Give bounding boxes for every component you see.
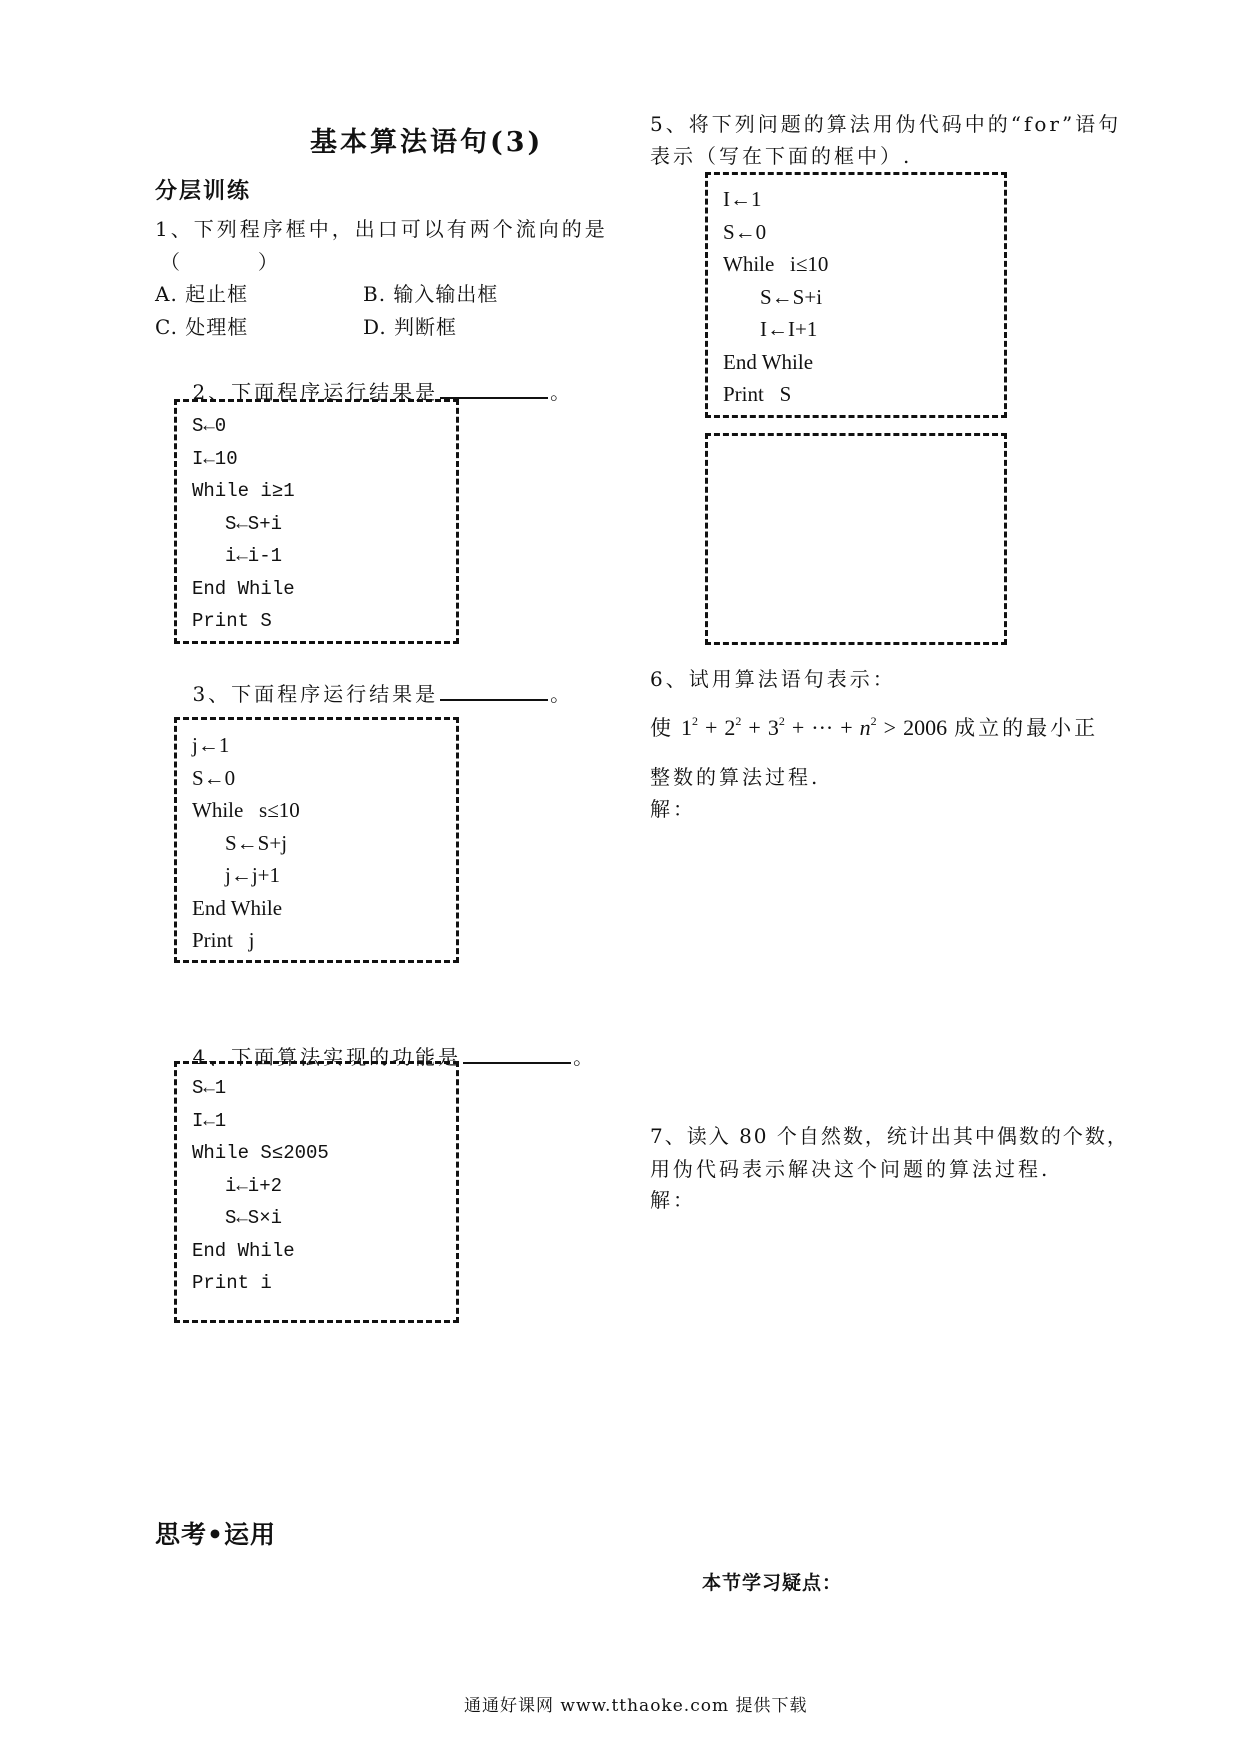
math-plus: + — [748, 715, 761, 740]
code-line: I←1 — [723, 187, 762, 211]
math-rhs: 2006 — [903, 715, 948, 740]
q6-expression-line — [650, 713, 1098, 743]
q7-answer-label: 解： — [650, 1188, 696, 1212]
math-base: 1 — [681, 715, 692, 740]
q4-end-mark: 。 — [573, 1045, 597, 1069]
math-base: 2 — [724, 715, 736, 740]
code-line: j←1 — [192, 733, 230, 757]
q5-stem-line-2: 表示（写在下面的框中）. — [650, 144, 913, 168]
doubts-label: 本节学习疑点： — [702, 1572, 843, 1594]
q6-answer-label: 解： — [650, 797, 696, 821]
code-line: I←10 — [192, 447, 238, 470]
code-line: Print S — [192, 610, 272, 632]
math-term-1 — [681, 713, 698, 743]
code-line: Print j — [192, 928, 255, 952]
q4-answer-blank — [463, 1042, 571, 1064]
q6-prefix: 使 — [650, 716, 674, 740]
math-relation: > — [883, 715, 897, 740]
code-line: End While — [723, 349, 814, 374]
code-line: S←S+j — [225, 830, 288, 855]
q3-stem: 3、下面程序运行结果是 — [192, 682, 439, 706]
code-line: While s≤10 — [192, 798, 300, 822]
page-footer: 通通好课网 www.tthaoke.com 提供下载 — [464, 1696, 808, 1716]
code-line: S←1 — [192, 1077, 227, 1099]
code-line: I←1 — [192, 1109, 227, 1132]
math-ellipsis: ··· — [811, 715, 834, 740]
q4-code-box — [174, 1061, 459, 1323]
math-base: n — [859, 715, 871, 740]
section-heading-training: 分层训练 — [155, 179, 252, 204]
code-line: j←j+1 — [225, 863, 281, 887]
code-line: Print i — [192, 1272, 272, 1294]
code-line: While S≤2005 — [192, 1142, 329, 1164]
q1-answer-paren: （ ） — [160, 250, 281, 274]
q3-answer-blank — [440, 679, 548, 701]
code-line: S←S+i — [760, 284, 823, 309]
code-line: S←S×i — [225, 1207, 283, 1229]
code-line: i←i+2 — [225, 1174, 283, 1197]
math-plus: + — [791, 715, 805, 740]
math-exponent: 2 — [692, 714, 698, 728]
code-line: S←0 — [192, 765, 236, 790]
q5-stem-line-1: 5、将下列问题的算法用伪代码中的“for”语句 — [650, 112, 1122, 136]
code-line: End While — [192, 577, 295, 600]
q6-line-2: 整数的算法过程. — [650, 765, 821, 789]
section-heading-thinking: 思考•运用 — [155, 1520, 276, 1549]
math-plus: + — [705, 715, 718, 740]
code-line: S←0 — [723, 219, 767, 244]
math-exponent: 2 — [735, 714, 742, 728]
math-exponent: 2 — [778, 714, 785, 728]
q6-suffix: 成立的最小正 — [954, 716, 1099, 740]
math-base: 3 — [767, 715, 779, 740]
q1-option-b: B. 输入输出框 — [363, 282, 499, 306]
q2-answer-blank — [440, 377, 548, 399]
code-line: i←i-1 — [225, 545, 283, 567]
code-line: S←S+i — [225, 512, 283, 535]
q1-option-d: D. 判断框 — [363, 315, 458, 339]
q2-end-mark: 。 — [550, 380, 574, 404]
code-line: End While — [192, 895, 283, 920]
math-term-3 — [768, 713, 785, 743]
q2-code-box — [174, 399, 459, 644]
math-plus: + — [840, 715, 853, 740]
q3-code-box — [174, 717, 459, 963]
q7-stem-line-1: 7、读入 80 个自然数，统计出其中偶数的个数， — [650, 1124, 1129, 1148]
q2-stem: 2、下面程序运行结果是 — [192, 380, 439, 404]
page-title: 基本算法语句(3) — [310, 127, 544, 158]
q7-stem-line-2: 用伪代码表示解决这个问题的算法过程. — [650, 1157, 1051, 1181]
q5-code-box — [705, 172, 1007, 418]
math-exponent: 2 — [870, 714, 877, 728]
q1-option-c: C. 处理框 — [155, 315, 249, 339]
q4-stem: 4、下面算法实现的功能是 — [192, 1045, 462, 1069]
q3-end-mark: 。 — [550, 682, 574, 706]
code-line: Print S — [723, 382, 792, 406]
q1-option-a: A. 起止框 — [155, 282, 249, 306]
code-line: While i≥1 — [192, 480, 295, 502]
q6-stem: 6、试用算法语句表示： — [650, 667, 896, 691]
code-line: End While — [192, 1239, 295, 1262]
code-line: I←I+1 — [760, 317, 818, 341]
code-line: S←0 — [192, 415, 227, 437]
math-term-2 — [724, 713, 741, 743]
q5-answer-box — [705, 433, 1007, 645]
math-term-n — [860, 713, 877, 743]
q1-stem: 1、下列程序框中，出口可以有两个流向的是 — [155, 217, 608, 241]
code-line: While i≤10 — [723, 252, 829, 276]
